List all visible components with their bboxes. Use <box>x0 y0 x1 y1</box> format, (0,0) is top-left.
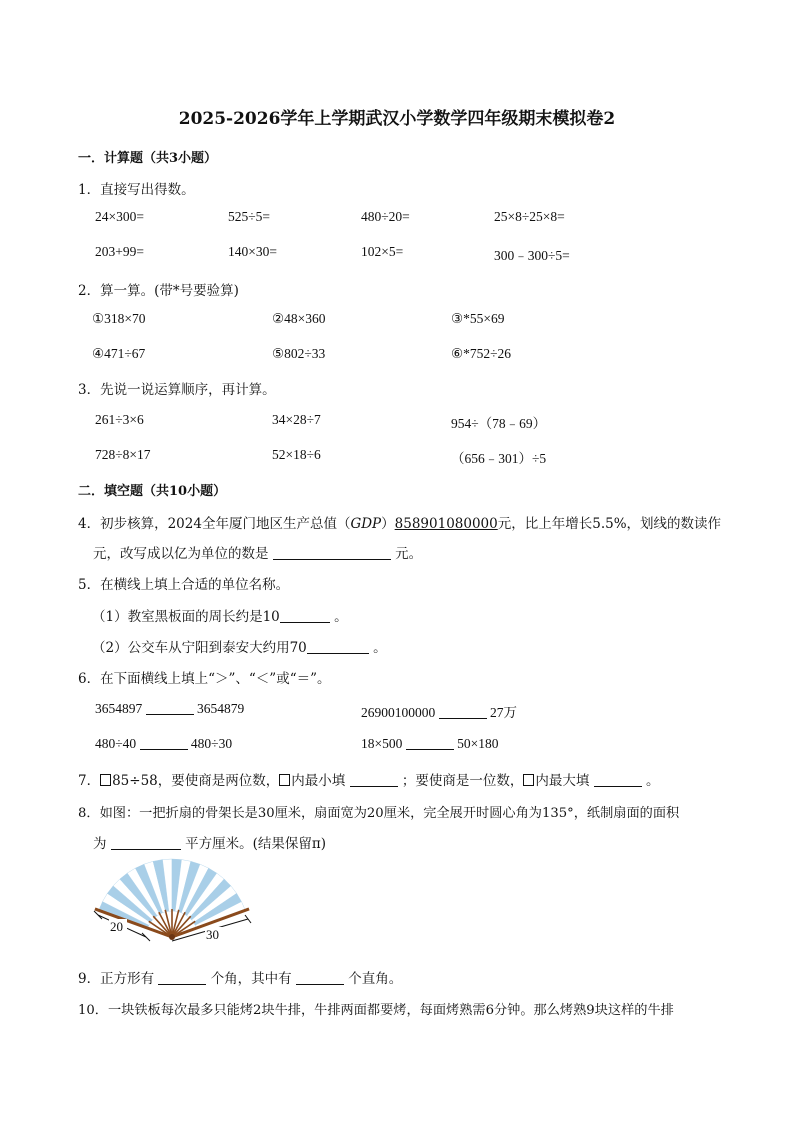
q4-text: 元，改写成以亿为单位的数是 <box>93 546 269 562</box>
answer-blank[interactable] <box>140 736 188 750</box>
q8-text: 为 <box>93 836 107 852</box>
q9-text: 9．正方形有 <box>78 971 155 987</box>
q4-line2 <box>93 542 422 562</box>
q5-stem: 5．在横线上填上合适的单位名称。 <box>78 577 290 593</box>
q3-item: 954÷（78﹣69） <box>451 416 547 431</box>
answer-blank[interactable] <box>273 546 391 560</box>
q6-left: 3654897 <box>95 701 143 716</box>
answer-blank[interactable] <box>146 701 194 715</box>
q2-item <box>272 346 325 362</box>
q6-left: 26900100000 <box>361 705 436 720</box>
q2-item-number: ① <box>92 311 105 326</box>
q7-line <box>78 769 659 789</box>
q2-item-number: ⑥ <box>451 346 464 361</box>
q7-text: 7． <box>78 773 101 789</box>
fan-pivot <box>169 934 175 940</box>
q4-text: ） <box>381 516 395 532</box>
section-2-heading: 二．填空题（共10小题） <box>78 484 227 499</box>
q2-item-expr: *752÷26 <box>463 346 512 361</box>
q7-text: 85÷58，要使商是两位数， <box>112 773 280 789</box>
folding-fan-figure <box>88 855 258 950</box>
q5-text: （1）教室黑板面的周长约是10 <box>92 609 280 625</box>
section-1-heading: 一．计算题（共3小题） <box>78 151 218 166</box>
q3-item: 52×18÷6 <box>272 447 321 462</box>
q1-item: 300﹣300÷5= <box>494 248 570 263</box>
q2-item-number: ③ <box>451 311 464 326</box>
q1-stem: 1．直接写出得数。 <box>78 182 195 198</box>
q5-part1 <box>92 605 348 625</box>
gdp-term: GDP <box>350 516 382 532</box>
answer-blank[interactable] <box>406 736 454 750</box>
q3-item: 728÷8×17 <box>95 447 151 462</box>
q6-compare <box>361 701 517 721</box>
page-title: 2025-2026学年上学期武汉小学数学四年级期末模拟卷2 <box>178 109 616 129</box>
answer-blank[interactable] <box>350 773 398 787</box>
answer-blank[interactable] <box>439 705 487 719</box>
q2-item <box>451 346 511 362</box>
q5-part2 <box>92 636 387 656</box>
q4-text: 元。 <box>395 546 423 562</box>
q9-text: 个直角。 <box>348 971 403 987</box>
q1-item: 25×8÷25×8= <box>494 209 565 224</box>
dimension-tick <box>142 933 150 941</box>
q4-text: 4．初步核算，2024全年厦门地区生产总值（ <box>78 516 351 532</box>
q2-item-expr: 802÷33 <box>284 346 326 361</box>
q1-item: 102×5= <box>361 244 404 259</box>
q6-left: 480÷40 <box>95 736 137 751</box>
q6-right: 27万 <box>490 705 517 720</box>
q10-line: 10．一块铁板每次最多只能烤2块牛排，牛排两面都要烤，每面烤熟需6分钟。那么烤熟9块这样的牛排 <box>78 1003 674 1018</box>
q1-item: 525÷5= <box>228 209 271 224</box>
q6-right: 3654879 <box>197 701 245 716</box>
q7-text: ；要使商是一位数， <box>401 773 524 789</box>
square-box-icon <box>523 774 534 786</box>
q4-text: 元，比上年增长5.5%，划线的数读作 <box>497 516 722 532</box>
answer-blank[interactable] <box>296 971 344 985</box>
q2-item <box>92 346 145 362</box>
q1-item: 480÷20= <box>361 209 410 224</box>
q5-text: 。 <box>334 609 348 625</box>
answer-blank[interactable] <box>158 971 206 985</box>
q3-item: （656﹣301）÷5 <box>451 451 547 466</box>
q1-item: 203+99= <box>95 244 144 259</box>
q3-stem: 3．先说一说运算顺序，再计算。 <box>78 382 276 398</box>
q8-line1: 8．如图：一把折扇的骨架长是30厘米，扇面宽为20厘米，完全展开时圆心角为135°，纸制扇面的面积 <box>78 806 680 821</box>
q4-line1 <box>78 512 721 532</box>
q3-item: 261÷3×6 <box>95 412 144 427</box>
answer-blank[interactable] <box>307 640 369 654</box>
q2-item <box>451 311 504 327</box>
q2-item-expr: *55×69 <box>463 311 505 326</box>
q2-item <box>92 311 145 327</box>
q2-item-number: ⑤ <box>272 346 285 361</box>
answer-blank[interactable] <box>280 609 330 623</box>
q6-compare <box>361 736 499 752</box>
q7-text: 内最小填 <box>291 773 346 789</box>
q3-item: 34×28÷7 <box>272 412 321 427</box>
q6-compare <box>95 736 232 752</box>
q2-item-number: ② <box>272 311 285 326</box>
q2-item <box>272 311 325 327</box>
q2-item-expr: 48×360 <box>284 311 326 326</box>
q2-item-number: ④ <box>92 346 105 361</box>
q7-text: 。 <box>645 773 660 789</box>
q5-text: （2）公交车从宁阳到泰安大约用70 <box>92 640 307 656</box>
answer-blank[interactable] <box>111 836 181 850</box>
q8-line2 <box>93 832 326 852</box>
q6-compare <box>95 701 244 717</box>
q2-item-expr: 318×70 <box>104 311 146 326</box>
square-box-icon <box>279 774 290 786</box>
q6-stem: 6．在下面横线上填上“＞”、“＜”或“＝”。 <box>78 671 331 687</box>
label-30: 30 <box>206 927 219 942</box>
underlined-number: 858901080000 <box>394 516 498 532</box>
label-20: 20 <box>110 919 123 934</box>
q8-text: 平方厘米。(结果保留π) <box>185 836 326 852</box>
q6-right: 50×180 <box>457 736 499 751</box>
dimension-tick <box>245 915 251 923</box>
q9-line <box>78 967 402 987</box>
q2-stem: 2．算一算。(带*号要验算) <box>78 283 239 299</box>
q2-item-expr: 471÷67 <box>104 346 146 361</box>
square-box-icon <box>100 774 111 786</box>
answer-blank[interactable] <box>594 773 642 787</box>
q5-text: 。 <box>373 640 387 656</box>
q7-text: 内最大填 <box>535 773 590 789</box>
q9-text: 个角，其中有 <box>210 971 292 987</box>
q1-item: 24×300= <box>95 209 144 224</box>
q6-left: 18×500 <box>361 736 403 751</box>
q6-right: 480÷30 <box>190 736 233 751</box>
q1-item: 140×30= <box>228 244 277 259</box>
